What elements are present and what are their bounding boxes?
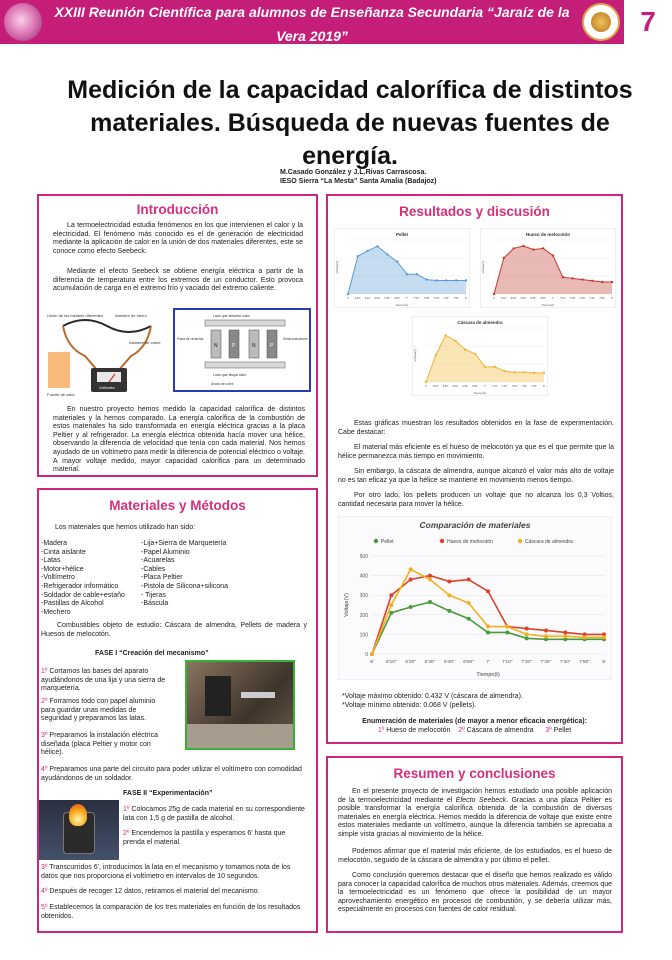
- data-point: [601, 281, 603, 283]
- data-point: [386, 253, 388, 255]
- x-tick-label: 7'10'': [491, 385, 498, 388]
- step-text: Encendemos la pastilla y esperamos 6' hasta que prenda el material.: [123, 830, 286, 846]
- poster-title: Medición de la capacidad calorífica de distintos materiales. Búsqueda de nuevas fuentes de energía.: [67, 76, 633, 170]
- x-tick-label: 7'30'': [540, 660, 552, 665]
- data-point: [396, 260, 398, 262]
- material-item: -Latas: [41, 557, 61, 565]
- y-tick-label: 200: [359, 612, 368, 619]
- legend-label: Pellet: [381, 539, 394, 545]
- peltier-diagram: [173, 308, 311, 392]
- data-point: [370, 652, 374, 656]
- chart-title: Comparación de materiales: [419, 520, 531, 530]
- data-point: [486, 630, 490, 634]
- data-point: [447, 593, 451, 597]
- material-item: -Papel Aluminio: [141, 548, 190, 556]
- step-text: Colocamos 25g de cada material en su correspondiente lata con 1,5 g de pastilla de alcohol.: [123, 806, 305, 822]
- data-point: [525, 636, 529, 640]
- x-tick-label: 7'50'': [453, 297, 460, 300]
- data-point: [562, 276, 564, 278]
- data-point: [376, 245, 378, 247]
- step-number: 4º: [41, 888, 48, 895]
- heat-source-flame: [48, 352, 70, 388]
- data-point: [389, 611, 393, 615]
- data-point: [357, 255, 359, 257]
- step-text: Preparamos la instalación eléctrica diseñada (placa Peltier y motor con hélice).: [41, 732, 158, 757]
- data-point: [389, 593, 393, 597]
- data-point: [416, 273, 418, 275]
- results-heading: Resultados y discusión: [399, 204, 550, 219]
- step-number: 5º: [41, 904, 48, 911]
- x-tick-label: 7'30'': [511, 385, 518, 388]
- data-point: [544, 634, 548, 638]
- data-point: [486, 589, 490, 593]
- mechanism-base: [187, 724, 293, 748]
- peltier-label-4: N: [252, 343, 256, 349]
- iron-wire: [63, 320, 151, 332]
- mechanism-photo: [185, 660, 295, 750]
- authors-line: M.Casado González y J.L.Rivas Carrascosa.: [280, 169, 427, 176]
- x-tick-label: 7'30'': [433, 297, 440, 300]
- x-tick-label: 7'10'': [501, 660, 513, 665]
- step-number: 3º: [41, 864, 48, 871]
- x-tick-label: 8': [543, 385, 545, 388]
- material-item: -Lija+Sierra de Marquetería: [141, 540, 227, 547]
- x-tick-label: 6'20'': [510, 297, 517, 300]
- label-iron: Alambre de hierro: [115, 313, 147, 318]
- congress-logo-icon: [4, 3, 42, 41]
- data-point: [503, 257, 505, 259]
- seebeck-diagram-svg: [45, 308, 171, 400]
- data-point: [435, 354, 437, 356]
- x-tick-label: 7'50'': [531, 385, 538, 388]
- material-item: -Soldador de cable+estaño: [41, 591, 125, 599]
- phase2-step-5: [41, 904, 309, 921]
- intro-paragraph-3: En nuestro proyecto hemos medido la capacidad calorífica de distintos materiales y la hemos comparado. La energía calorífica de la combustión de estos materiales ha sido transformada en energía eléctrica gracias a la placa Peltier y al refrigerador. La energía eléctrica obtenida hacía mover una hélice, observando la diferencia de velocidad que tenía con cada material. Nos hemos ayudado de un voltímetro para medir la diferencia de potencial eléctrico o voltaje. A mayor voltaje medido, mayor capacidad calorífica para un determinado material.: [53, 406, 305, 474]
- methods-heading: Materiales y Métodos: [109, 498, 246, 513]
- data-point: [532, 248, 534, 250]
- peltier-label-0: Lado que absorbe calor: [213, 314, 250, 318]
- page-number: 7: [624, 0, 672, 44]
- data-point: [366, 250, 368, 252]
- x-tick-label: 7'40'': [521, 385, 528, 388]
- x-tick-label: 7'50'': [579, 660, 591, 665]
- phase2-step-4: [41, 888, 309, 897]
- material-item: -Refrigerador informático: [41, 582, 119, 590]
- step-number: 1º: [41, 668, 48, 675]
- rank-text: Cáscara de almendra: [466, 727, 534, 734]
- data-point: [447, 579, 451, 583]
- y-axis-label: Voltaje(V): [413, 348, 417, 362]
- material-item: - Tijeras: [141, 591, 166, 599]
- data-point: [542, 247, 544, 249]
- data-point: [428, 578, 432, 582]
- x-tick-label: 6'40'': [462, 385, 469, 388]
- material-item: -Placa Peltier: [141, 574, 183, 582]
- x-tick-label: 6'50'': [463, 660, 475, 665]
- ranking-title: Enumeración de materiales (de mayor a menor eficacia energética):: [362, 718, 587, 725]
- rank-number: 3º: [545, 727, 552, 734]
- data-point: [505, 625, 509, 629]
- comparison-chart: [338, 516, 612, 680]
- intro-paragraph-2: Mediante el efecto Seebeck se obtiene energía eléctrica a partir de la diferencia de temperatura entre los extremos de un conductor. Esto provoca acumulación de carga en el extremo frío y vaciado del extremo caliente.: [53, 268, 303, 293]
- step-text: Después de recoger 12 datos, retiramos el material del mecanismo.: [49, 888, 260, 895]
- peltier-label-5: P: [270, 343, 274, 349]
- y-tick-label: 0: [365, 652, 368, 658]
- phase1-step-2: [41, 698, 169, 724]
- data-point: [513, 371, 515, 373]
- x-tick-label: 8': [602, 660, 606, 665]
- x-axis-label: Tiempo(t): [541, 303, 555, 307]
- data-point: [467, 578, 471, 582]
- data-point: [525, 627, 529, 631]
- results-paragraph-4: Por otro lado, los pellets producen un voltaje que no alcanza los 0,3 Voltios, cantidad necesaria para mover la hélice.: [338, 492, 614, 508]
- step-number: 4º: [41, 766, 48, 773]
- phase1-step-4: [41, 766, 307, 783]
- step-number: 3º: [41, 732, 48, 739]
- peltier-label-6: Placa de cerámica: [177, 337, 204, 341]
- banner-title: XXIII Reunión Científica para alumnos de Enseñanza Secundaria “Jaraíz de la Vera 2019”: [54, 4, 570, 44]
- x-tick-label: 6'10'': [354, 297, 361, 300]
- x-tick-label: 6': [347, 297, 349, 300]
- seebeck-italic: Efecto Seebeck: [455, 796, 507, 804]
- x-tick-label: 6'20'': [442, 385, 449, 388]
- x-tick-label: 7'20'': [501, 385, 508, 388]
- chart-title: Pellet: [395, 232, 409, 237]
- data-point: [523, 371, 525, 373]
- phase2-title: FASE II “Experimentación”: [123, 790, 213, 797]
- legend-label: Cáscara de almendra: [525, 539, 573, 545]
- y-tick-label: 500: [359, 554, 368, 560]
- x-tick-label: 7'20'': [521, 660, 533, 665]
- y-axis-label: Voltaje(V): [481, 260, 485, 274]
- results-paragraph-1: Estas gráficas muestran los resultados obtenidos en la fase de experimentación. Cabe destacar:: [338, 420, 614, 436]
- x-tick-label: 6': [425, 385, 427, 388]
- data-point: [602, 635, 606, 639]
- burning-can-photo: [39, 800, 119, 860]
- data-point: [544, 628, 548, 632]
- x-tick-label: 7'10'': [559, 297, 566, 300]
- rank-text: Hueso de melocotón: [386, 727, 451, 734]
- data-point: [409, 578, 413, 582]
- x-tick-label: 6'40'': [384, 297, 391, 300]
- x-tick-label: 6'30'': [424, 660, 436, 665]
- x-tick-label: 6': [493, 297, 495, 300]
- summary-section: [326, 756, 623, 933]
- data-point: [444, 334, 446, 336]
- school-seal-icon: [582, 3, 620, 41]
- data-point: [455, 279, 457, 281]
- x-tick-label: 6'10'': [385, 660, 397, 665]
- x-tick-label: 7'30'': [579, 297, 586, 300]
- results-paragraph-3: Sin embargo, la cáscara de almendra, aunque alcanzó el valor más alto de voltaje no es tan eficaz ya que la hélice se mantiene en movimiento menos tiempo.: [338, 468, 614, 484]
- peltier-label-8: Ánodo de cobre: [211, 382, 234, 386]
- intro-paragraph-1: La termoelectricidad estudia fenómenos en los que intervienen el calor y la electricidad. El fenómeno más conocido es el de generación de electricidad mediante la aplicación de calor en la unión de dos materiales diferentes, este se conoce como efecto Seebeck.: [53, 222, 303, 255]
- data-point: [571, 277, 573, 279]
- x-tick-label: 6'50'': [540, 297, 547, 300]
- x-tick-label: 6'10'': [432, 385, 439, 388]
- ceramic-top: [205, 320, 285, 326]
- header-banner: [0, 0, 672, 44]
- summary-heading: Resumen y conclusiones: [393, 766, 556, 781]
- x-tick-label: 7'40'': [559, 660, 571, 665]
- data-point: [591, 280, 593, 282]
- vmin-note: *Voltaje mínimo obtenido: 0.068 V (pellets).: [342, 702, 477, 709]
- material-item: -Cables: [141, 565, 166, 573]
- data-point: [486, 625, 490, 629]
- data-point: [467, 617, 471, 621]
- label-copper: Alambre de cobre: [129, 340, 161, 345]
- step-text: Forramos todo con papel aluminio para guardar unas medidas de seguridad y preparamos las latas.: [41, 698, 156, 723]
- x-tick-label: 7'20'': [423, 297, 430, 300]
- rank-number: 1º: [377, 727, 385, 734]
- x-tick-label: 7'10'': [413, 297, 420, 300]
- data-point: [563, 634, 567, 638]
- x-tick-label: 8': [611, 297, 613, 300]
- methods-section: [37, 488, 318, 933]
- phase1-title: FASE I “Creación del mecanismo”: [95, 650, 209, 657]
- step-number: 1º: [123, 806, 130, 813]
- data-point: [428, 574, 432, 578]
- phase2-step-1: [123, 806, 309, 823]
- phase1-step-3: [41, 732, 169, 758]
- data-point: [505, 630, 509, 634]
- material-item: -Báscula: [141, 600, 169, 608]
- intro-heading: Introducción: [136, 202, 219, 217]
- x-tick-label: 6'40'': [443, 660, 455, 665]
- rank-number: 2º: [458, 727, 465, 734]
- data-point: [493, 293, 495, 295]
- vmax-note: *Voltaje máximo obtenido: 0.432 V (cáscara de almendra).: [342, 693, 523, 700]
- chart-title: Cáscara de almendra: [457, 320, 503, 325]
- x-axis-label: Tiempo(t): [395, 303, 409, 307]
- x-tick-label: 6': [370, 660, 374, 665]
- x-tick-label: 7'20'': [569, 297, 576, 300]
- data-point: [533, 372, 535, 374]
- data-point: [522, 245, 524, 247]
- flame-icon: [69, 804, 87, 826]
- material-item: -Cinta aislante: [41, 548, 86, 556]
- material-item: -Voltímetro: [41, 574, 75, 582]
- x-tick-label: 6'30'': [374, 297, 381, 300]
- legend-label: Hueso de melocotón: [447, 539, 493, 545]
- material-item: -Pastillas de Alcohol: [41, 600, 104, 608]
- x-tick-label: 6'30'': [452, 385, 459, 388]
- summary-paragraph-3: Como conclusión queremos destacar que el diseño que hemos realizado es válido para conocer la capacidad calorífica de muchos otros materiales. Además, creemos que la termoelectricidad es un fenómeno que ofrece la posibilidad de un mayor aprovechamiento energético en procesos de combustión, y se debería utilizar más, especialmente en procesos con fuentes de calor residual.: [338, 872, 612, 914]
- summary-paragraph-2: Podemos afirmar que el material más eficiente, de los estudiados, es el hueso de melocotón, seguido de la cáscara de almendra y por último el pellet.: [338, 848, 612, 864]
- data-point: [465, 279, 467, 281]
- results-section: [326, 194, 623, 744]
- step-text: Cortamos las bases del aparato ayudándonos de una lija y una sierra de marquetería.: [41, 668, 166, 693]
- x-tick-label: 6'10'': [500, 297, 507, 300]
- data-point: [447, 609, 451, 613]
- x-tick-label: 7': [406, 297, 408, 300]
- material-item: -Madera: [41, 540, 68, 547]
- pellet-chart: [334, 228, 470, 308]
- x-axis-label: Tiempo(t): [476, 672, 500, 678]
- label-union: Unión de los metales diferentes: [47, 313, 104, 318]
- step-text: Preparamos una parte del circuito para poder utilizar el voltímetro con comodidad ayudándonos de un soldador.: [41, 766, 302, 782]
- melocoton-chart: [480, 228, 616, 308]
- step-text: Transcurridos 6', introducimos la lata en el mecanismo y tomamos nota de los datos que nos proporciona el voltímetro en intervalos de 10 segundos.: [41, 864, 291, 880]
- x-tick-label: 7'40'': [589, 297, 596, 300]
- data-point: [563, 630, 567, 634]
- fuels-text: Combustibles objeto de estudio: Cáscara de almendra, Pellets de madera y Huesos de melocotón.: [41, 622, 307, 638]
- data-point: [347, 293, 349, 295]
- material-item: -Mechero: [41, 608, 71, 616]
- x-tick-label: 6'40'': [530, 297, 537, 300]
- mechanism-propeller: [241, 692, 275, 698]
- data-point: [512, 247, 514, 249]
- step-number: 2º: [41, 698, 48, 705]
- x-tick-label: 7': [552, 297, 554, 300]
- x-tick-label: 7'50'': [599, 297, 606, 300]
- data-point: [409, 605, 413, 609]
- rank-text: Pellet: [553, 727, 572, 734]
- x-tick-label: 6'50'': [472, 385, 479, 388]
- material-item: -Pistola de Silicona+silicona: [141, 582, 228, 590]
- data-point: [552, 254, 554, 256]
- phase1-step-1: [41, 668, 169, 694]
- mechanism-can: [205, 676, 231, 716]
- data-point: [503, 370, 505, 372]
- voltmeter-dial: [97, 372, 121, 382]
- data-point: [611, 281, 613, 283]
- materials-list-right: [141, 540, 281, 609]
- phase2-step-2: [123, 830, 309, 847]
- data-point: [454, 340, 456, 342]
- results-paragraph-2: El material más eficiente es el hueso de melocotón ya que es el que permite que la hélice permanezca más tiempo en movimiento.: [338, 444, 614, 460]
- methods-intro: Los materiales que hemos utilizado han sido:: [55, 524, 196, 531]
- data-point: [581, 278, 583, 280]
- seebeck-diagram: [45, 308, 171, 400]
- data-point: [467, 601, 471, 605]
- data-point: [409, 567, 413, 571]
- data-point: [543, 372, 545, 374]
- data-point: [525, 632, 529, 636]
- ranking-list: [328, 727, 621, 736]
- x-tick-label: 6'30'': [520, 297, 527, 300]
- y-tick-label: 400: [359, 573, 368, 580]
- school-line: IESO Sierra “La Mesta” Santa Amalia (Badajoz): [280, 178, 437, 185]
- data-point: [425, 381, 427, 383]
- y-tick-label: 300: [359, 593, 368, 600]
- x-tick-label: 7': [486, 660, 490, 665]
- y-axis-label: Voltaje(V): [344, 593, 350, 617]
- summary-paragraph-1: [338, 788, 612, 840]
- data-point: [445, 279, 447, 281]
- y-axis-label: Voltaje(V): [335, 260, 339, 274]
- legend-marker: [440, 539, 444, 543]
- peltier-label-3: P: [232, 343, 236, 349]
- label-heat: Fuente de calor: [47, 392, 75, 397]
- intro-section: [37, 194, 318, 477]
- peltier-label-7: Semiconductores: [283, 337, 308, 341]
- peltier-label-2: N: [214, 343, 218, 349]
- phase2-step-3: [41, 864, 309, 881]
- summary-text: En el presente proyecto de investigación hemos estudiado una posible aplicación de la termoelectricidad mediante el: [338, 788, 612, 804]
- x-tick-label: 6'50'': [394, 297, 401, 300]
- x-axis-label: Tiempo(t): [473, 391, 487, 395]
- data-point: [583, 635, 587, 639]
- material-item: -Acuarelas: [141, 557, 175, 565]
- summary-text: . Gracias a una placa Peltier es posible transformar la energía calorífica obtenida de la combustión de diversos materiales en energía eléctrica. Hemos medido la diferencia de voltaje que existe entre estos materiales mediante un voltímetro, aunque la diferencia también se apreciaba a simple vista gracias al movimiento de la hélice.: [338, 796, 612, 838]
- x-tick-label: 6'20'': [405, 660, 417, 665]
- x-tick-label: 8': [465, 297, 467, 300]
- peltier-diagram-svg: [175, 310, 309, 390]
- data-point: [464, 348, 466, 350]
- label-voltmeter: Voltímetro: [99, 386, 115, 390]
- step-text: Establecemos la comparación de los tres materiales en función de los resultados obtenidos.: [41, 904, 301, 920]
- y-tick-label: 100: [359, 632, 368, 639]
- data-point: [389, 603, 393, 607]
- step-number: 2º: [123, 830, 130, 837]
- data-point: [425, 278, 427, 280]
- data-point: [494, 366, 496, 368]
- almendra-chart: [412, 316, 548, 396]
- x-tick-label: 6'20'': [364, 297, 371, 300]
- material-item: -Motor+hélice: [41, 565, 84, 573]
- legend-marker: [518, 539, 522, 543]
- poster-authors: [280, 168, 580, 186]
- x-tick-label: 7'40'': [443, 297, 450, 300]
- chart-title: Hueso de melocotón: [525, 232, 571, 237]
- peltier-label-1: Lado que disipa calor: [213, 373, 247, 377]
- data-point: [484, 366, 486, 368]
- x-tick-label: 7': [484, 385, 486, 388]
- data-point: [435, 279, 437, 281]
- data-point: [428, 600, 432, 604]
- legend-marker: [374, 539, 378, 543]
- ceramic-bottom: [205, 362, 285, 368]
- data-point: [474, 353, 476, 355]
- data-point: [406, 273, 408, 275]
